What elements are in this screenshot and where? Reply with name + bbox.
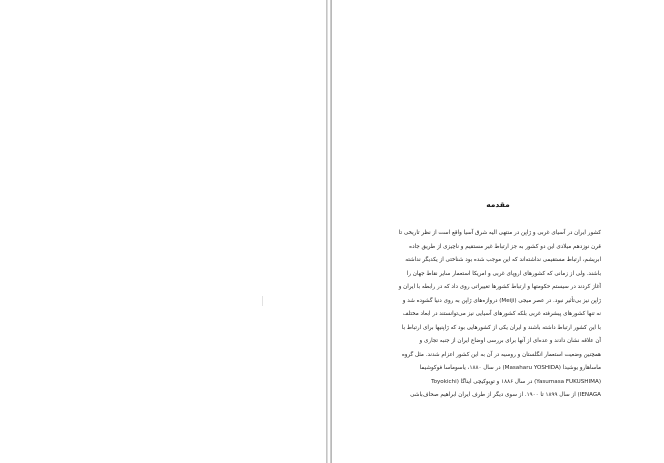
page-mark xyxy=(262,296,263,306)
body-paragraph xyxy=(395,227,601,403)
left-page xyxy=(0,0,326,463)
paragraph-line: با این کشور ارتباط داشته باشند و ایران یکی از کشورهایی بود که ژاپنیها برای ارتباط با xyxy=(401,324,601,331)
paragraph-line: همچنین وضعیت استعمار انگلستان و روسیه در آن به این کشور اعزام شدند. مثل گروه xyxy=(401,351,601,358)
paragraph-line: ژاپن نیز بی‌تأثیر نبود. در عصر میجی (Meiji) دروازه‌های ژاپن به روی دنیا گشوده شد و xyxy=(402,297,601,304)
paragraph-line: نه تنها کشورهای پیشرفته غربی بلکه کشورهای آسیایی نیز می‌توانستند در ابعاد مختلف xyxy=(402,311,601,317)
paragraph-line: آغاز کردند در سیستم حکومتها و ارتباط کشورها تغییراتی روی داد که در رابطه با ایران و xyxy=(398,284,601,290)
page-heading: مقدمه xyxy=(486,200,510,209)
paragraph-line: قرن نوزدهم میلادی این دو کشور به جز ارتباط غیر مستقیم و ناچیزی از طریق جاده xyxy=(409,243,601,250)
paragraph-line: ابریشم، ارتباط مستقیمی نداشته‌اند که این موجب شده بود شناختی از یکدیگر نداشته xyxy=(405,257,601,263)
paragraph-line: آن علاقه نشان دادند و عده‌ای از آنها برای بررسی اوضاع ایران از جنبه تجاری و xyxy=(419,338,601,344)
paragraph-line: IENAGA) از سال ۱۸۹۹ تا ۱۹۰۰. از سوی دیگر از طرف ایران ابراهیم صحاف‌باشی xyxy=(410,392,601,398)
paragraph-line: ماساهارو یوشیدا (Masaharu YOSHIDA) در سال ۱۸۸۰، یاسوماسا فوکوشیما xyxy=(419,365,601,371)
paragraph-line: کشور ایران در آسیای غربی و ژاپن در منتهی الیه شرق آسیا واقع است از نظر تاریخی تا xyxy=(398,230,601,236)
paragraph-line: باشند. ولی از زمانی که کشورهای اروپای غربی و امریکا استعمار سایر نقاط جهان را xyxy=(406,270,601,277)
paragraph-line: (Yasumasa FUKUSHIMA) در سال ۱۸۸۶ و تویوکیچی ایناگا (Toyokichi xyxy=(431,378,601,385)
